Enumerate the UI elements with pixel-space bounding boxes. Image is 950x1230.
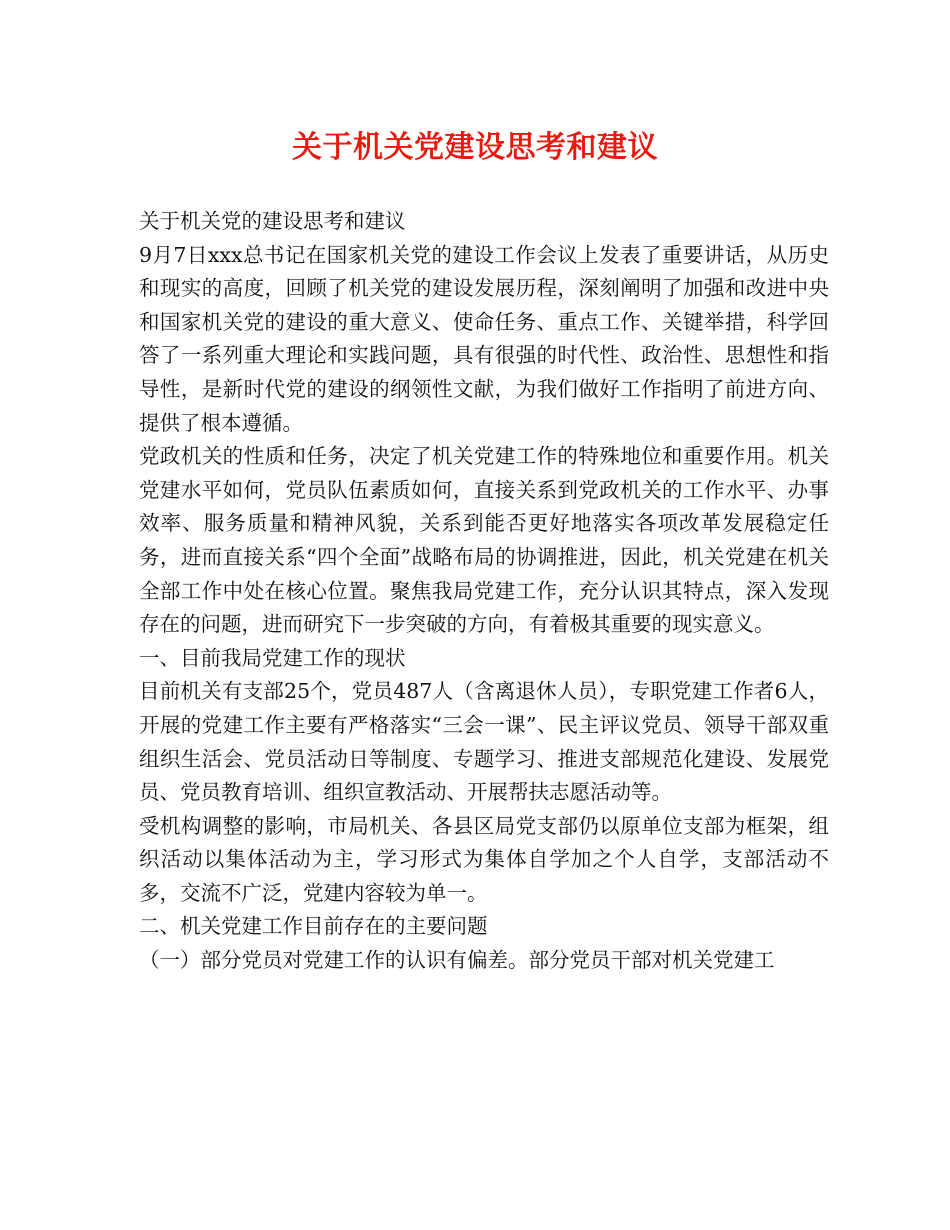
paragraph-subtitle: 关于机关党的建设思考和建议 (139, 209, 406, 233)
paragraph-branch-statistics: 目前机关有支部25个，党员487人（含离退休人员），专职党建工作者6人，开展的党建工作主要有严格落实“三会一课”、民主评议党员、领导干部双重组织生活会、党员活动日等制度、专题学习、推进支部规范化建设、发展党员、党员教育培训、组织宣教活动、开展帮扶志愿活动等。 (139, 679, 829, 805)
section-heading-current-status: 一、目前我局党建工作的现状 (139, 645, 406, 670)
section-heading-main-problems: 二、机关党建工作目前存在的主要问题 (139, 914, 488, 939)
document-body (139, 205, 829, 978)
paragraph-restructuring-impact: 受机构调整的影响，市局机关、各县区局党支部仍以原单位支部为框架，组织活动以集体活动为主，学习形式为集体自学加之个人自学，支部活动不多，交流不广泛，党建内容较为单一。 (139, 813, 829, 905)
document-title: 关于机关党建设思考和建议 (292, 130, 658, 165)
paragraph-problem-one: （一）部分党员对党建工作的认识有偏差。部分党员干部对机关党建工 (139, 948, 775, 973)
paragraph-organ-party-role: 党政机关的性质和任务，决定了机关党建工作的特殊地位和重要作用。机关党建水平如何，党员队伍素质如何，直接关系到党政机关的工作水平、办事效率、服务质量和精神风貌，关系到能否更好地落实各项改革发展稳定任务，进而直接关系“四个全面”战略布局的协调推进，因此，机关党建在机关全部工作中处在核心位置。聚焦我局党建工作，充分认识其特点，深入发现存在的问题，进而研究下一步突破的方向，有着极其重要的现实意义。 (139, 444, 829, 637)
paragraph-speech-summary: 9月7日xxx总书记在国家机关党的建设工作会议上发表了重要讲话，从历史和现实的高度，回顾了机关党的建设发展历程，深刻阐明了加强和改进中央和国家机关党的建设的重大意义、使命任务、重点工作、关键举措，科学回答了一系列重大理论和实践问题，具有很强的时代性、政治性、思想性和指导性，是新时代党的建设的纲领性文献，为我们做好工作指明了前进方向、提供了根本遵循。 (139, 242, 829, 435)
